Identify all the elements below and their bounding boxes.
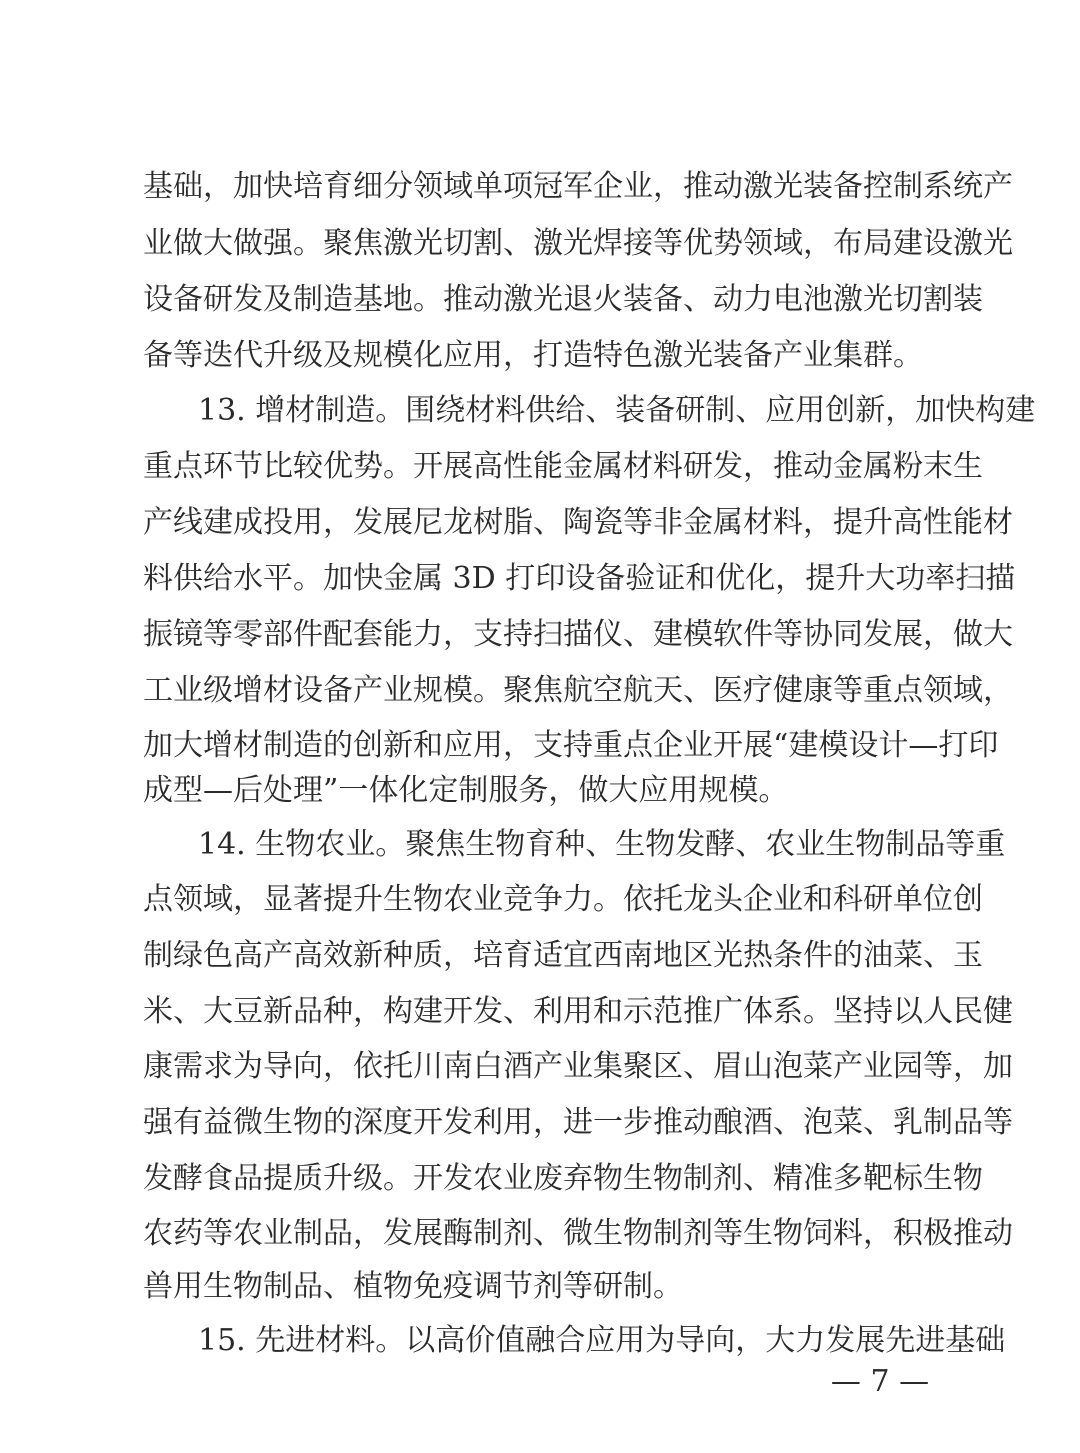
page-number: — 7 — xyxy=(830,1364,930,1399)
body-text-line: 成型—后处理”一体化定制服务，做大应用规模。 xyxy=(143,773,789,808)
body-text-line: 业做大做强。聚焦激光切割、激光焊接等优势领域，布局建设激光 xyxy=(143,226,1013,261)
body-text-line: 重点环节比较优势。开展高性能金属材料研发，推动金属粉末生 xyxy=(143,449,983,484)
body-text-line: 设备研发及制造基地。推动激光退火装备、动力电池激光切割装 xyxy=(143,282,983,317)
section-heading-line: 15. 先进材料。以高价值融合应用为导向，大力发展先进基础 xyxy=(198,1323,1006,1358)
body-text-line: 备等迭代升级及规模化应用，打造特色激光装备产业集群。 xyxy=(143,338,923,373)
body-text-line: 康需求为导向，依托川南白酒产业集聚区、眉山泡菜产业园等，加 xyxy=(143,1049,1013,1084)
body-text-line: 兽用生物制品、植物免疫调节剂等研制。 xyxy=(143,1269,683,1304)
section-heading-line: 13. 增材制造。围绕材料供给、装备研制、应用创新，加快构建 xyxy=(198,393,1036,428)
body-text-line: 加大增材制造的创新和应用，支持重点企业开展“建模设计—打印 xyxy=(143,728,999,763)
section-heading-line: 14. 生物农业。聚焦生物育种、生物发酵、农业生物制品等重 xyxy=(198,827,1006,862)
body-text-line: 点领域，显著提升生物农业竞争力。依托龙头企业和科研单位创 xyxy=(143,882,983,917)
body-text-line: 发酵食品提质升级。开发农业废弃物生物制剂、精准多靶标生物 xyxy=(143,1161,983,1196)
body-text-line: 农药等农业制品，发展酶制剂、微生物制剂等生物饲料，积极推动 xyxy=(143,1216,1013,1251)
body-text-line: 工业级增材设备产业规模。聚焦航空航天、医疗健康等重点领域， xyxy=(143,673,1013,708)
body-text-line: 产线建成投用，发展尼龙树脂、陶瓷等非金属材料，提升高性能材 xyxy=(143,505,1013,540)
body-text-line: 米、大豆新品种，构建开发、利用和示范推广体系。坚持以人民健 xyxy=(143,994,1013,1029)
body-text-line: 振镜等零部件配套能力，支持扫描仪、建模软件等协同发展，做大 xyxy=(143,617,1013,652)
body-text-line: 基础，加快培育细分领域单项冠军企业，推动激光装备控制系统产 xyxy=(143,169,1013,204)
body-text-line: 强有益微生物的深度开发利用，进一步推动酿酒、泡菜、乳制品等 xyxy=(143,1105,1013,1140)
body-text-line: 料供给水平。加快金属 3D 打印设备验证和优化，提升大功率扫描 xyxy=(143,561,1016,596)
body-text-line: 制绿色高产高效新种质，培育适宜西南地区光热条件的油菜、玉 xyxy=(143,938,983,973)
